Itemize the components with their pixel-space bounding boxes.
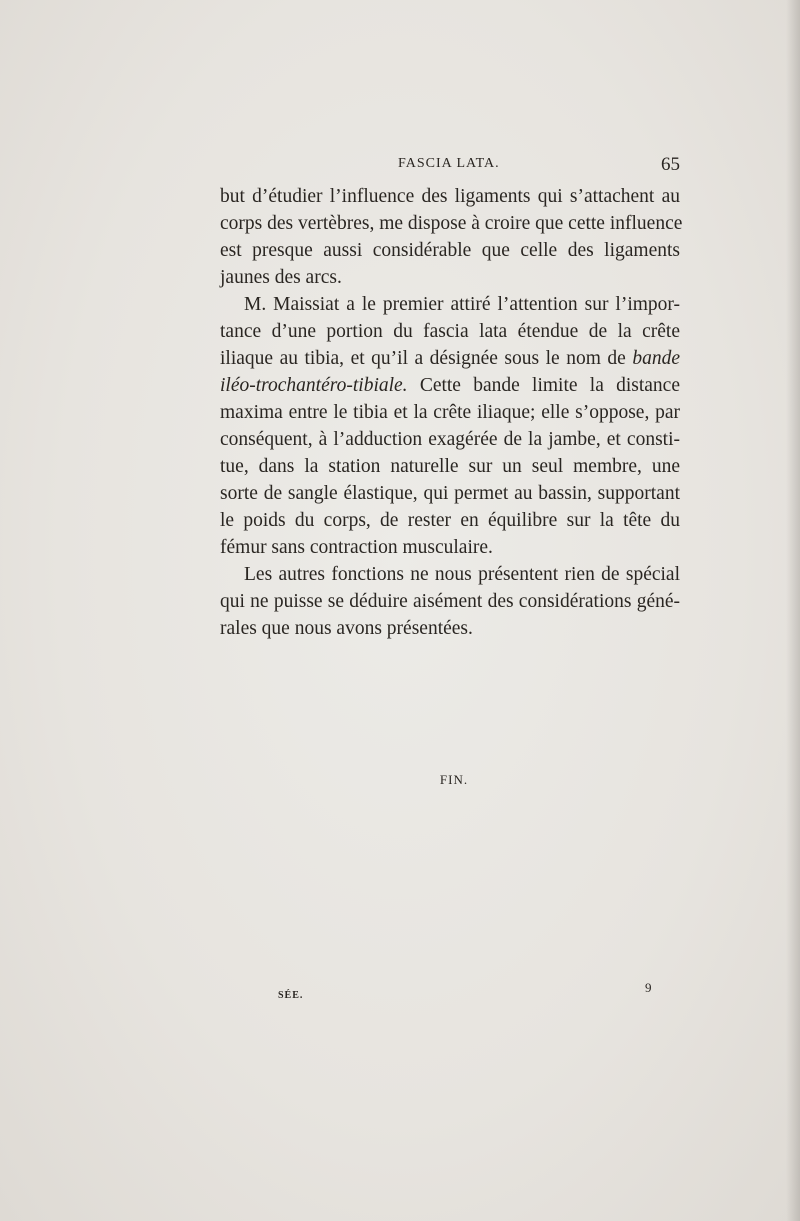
end-mark: FIN. [439,772,469,787]
paragraph-1 [220,183,683,291]
text-line: sorte de sangle élastique, qui permet au bassin, supportant [220,483,680,504]
text-line: tance d’une portion du fascia lata étendue de la crête [220,321,680,342]
paragraph-2 [220,291,680,561]
text-line: M. Maissiat a le premier attiré l’attention sur l’impor- [244,294,680,315]
text-line: fémur sans contraction musculaire. [220,537,493,558]
text-line: le poids du corps, de rester en équilibre sur la tête du [220,510,680,531]
text-line: jaunes des arcs. [220,267,342,288]
text-line: tue, dans la station naturelle sur un seul membre, une [220,456,680,477]
text-line: rales que nous avons présentées. [220,618,473,639]
printer-signature: SÉE. [278,990,304,1001]
text-line: Les autres fonctions ne nous présentent rien de spécial [244,564,680,585]
text-line-with-italic [220,372,680,399]
page-number: 65 [661,154,680,175]
text-fragment: iliaque au tibia, et qu’il a désignée sous le nom de [220,348,626,369]
page-header [220,154,680,178]
text-fragment: Cette bande limite la distance [407,375,680,396]
text-line: but d’étudier l’influence des ligaments qui s’attachent au [220,186,680,207]
italic-term: bande [632,348,681,369]
text-line: maxima entre le tibia et la crête iliaque; elle s’oppose, par [220,402,680,423]
text-line-with-italic [220,345,680,372]
text-line: est presque aussi considérable que celle des ligaments [220,240,680,261]
paragraph-3 [220,561,680,642]
body-text [220,183,683,642]
italic-term: iléo-trochantéro-tibiale. [220,375,408,396]
page-edge-shadow [786,0,800,1221]
text-line: qui ne puisse se déduire aisément des considérations géné- [220,591,680,612]
text-line: conséquent, à l’adduction exagérée de la jambe, et consti- [220,429,680,450]
running-title: FASCIA LATA. [398,156,500,171]
text-line: corps des vertèbres, me dispose à croire que cette influence [220,213,683,234]
signature-number: 9 [645,980,652,995]
